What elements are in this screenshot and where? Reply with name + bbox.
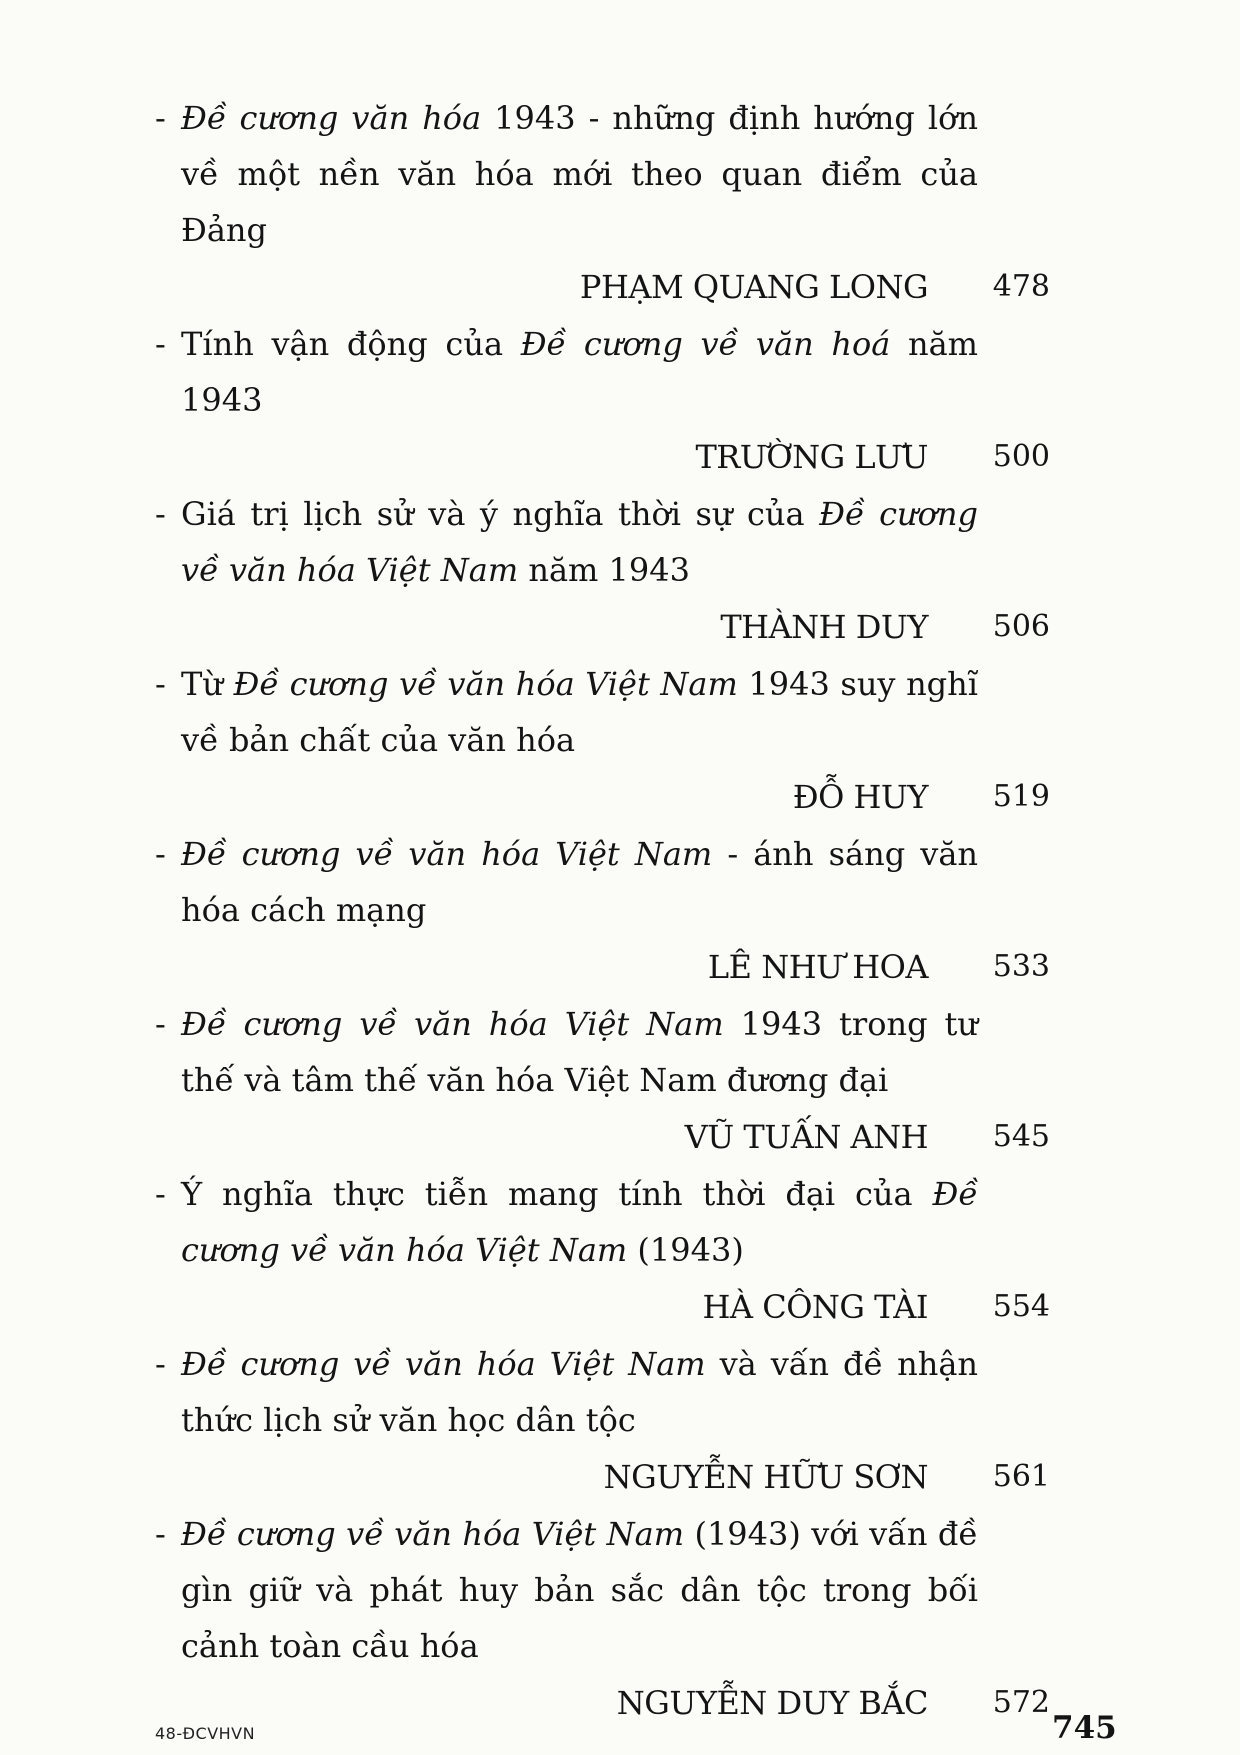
entry-author-line <box>155 1108 1100 1166</box>
toc-entry <box>155 316 1100 486</box>
bullet-dash: - <box>155 495 166 533</box>
entry-author-line <box>155 1448 1100 1506</box>
entry-page-number: 561 <box>992 1459 1050 1494</box>
table-of-contents <box>155 90 1100 1732</box>
entry-page-number: 572 <box>992 1685 1050 1720</box>
toc-entry <box>155 486 1100 656</box>
entry-author: NGUYỄN DUY BẮC <box>616 1684 928 1722</box>
toc-entry <box>155 656 1100 826</box>
entry-title: - Giá trị lịch sử và ý nghĩa thời sự của Đề cương về văn hóa Việt Nam năm 1943 <box>155 486 978 598</box>
entry-author-line <box>155 1674 1100 1732</box>
toc-entry <box>155 1166 1100 1336</box>
bullet-dash: - <box>155 325 166 363</box>
entry-title: - Ý nghĩa thực tiễn mang tính thời đại của Đề cương về văn hóa Việt Nam (1943) <box>155 1166 978 1278</box>
bullet-dash: - <box>155 99 166 137</box>
entry-title: - Đề cương về văn hóa Việt Nam (1943) với vấn đề gìn giữ và phát huy bản sắc dân tộc trong bối cảnh toàn cầu hóa <box>155 1506 978 1674</box>
entry-title: - Đề cương về văn hóa Việt Nam và vấn đề nhận thức lịch sử văn học dân tộc <box>155 1336 978 1448</box>
entry-title: - Tính vận động của Đề cương về văn hoá năm 1943 <box>155 316 978 428</box>
entry-page-number: 554 <box>992 1289 1050 1324</box>
entry-author-line <box>155 768 1100 826</box>
entry-page-number: 533 <box>992 949 1050 984</box>
entry-page-number: 519 <box>992 779 1050 814</box>
entry-author: NGUYỄN HỮU SƠN <box>603 1458 928 1496</box>
entry-title: - Từ Đề cương về văn hóa Việt Nam 1943 suy nghĩ về bản chất của văn hóa <box>155 656 978 768</box>
bullet-dash: - <box>155 1515 166 1553</box>
toc-entry <box>155 826 1100 996</box>
toc-entry <box>155 90 1100 316</box>
bullet-dash: - <box>155 1175 166 1213</box>
entry-author: TRƯỜNG LƯU <box>695 438 928 476</box>
toc-entry <box>155 996 1100 1166</box>
entry-page-number: 478 <box>992 269 1050 304</box>
entry-page-number: 500 <box>992 439 1050 474</box>
toc-entry <box>155 1506 1100 1732</box>
entry-page-number: 506 <box>992 609 1050 644</box>
entry-title: - Đề cương về văn hóa Việt Nam - ánh sáng văn hóa cách mạng <box>155 826 978 938</box>
entry-author-line <box>155 598 1100 656</box>
bullet-dash: - <box>155 1345 166 1383</box>
bullet-dash: - <box>155 835 166 873</box>
signature-mark: 48-ĐCVHVN <box>155 1724 256 1743</box>
bullet-dash: - <box>155 1005 166 1043</box>
entry-author: PHẠM QUANG LONG <box>579 268 928 306</box>
entry-author-line <box>155 428 1100 486</box>
bullet-dash: - <box>155 665 166 703</box>
entry-page-number: 545 <box>992 1119 1050 1154</box>
entry-title: - Đề cương về văn hóa Việt Nam 1943 trong tư thế và tâm thế văn hóa Việt Nam đương đại <box>155 996 978 1108</box>
entry-author: LÊ NHƯ HOA <box>707 948 928 986</box>
toc-entry <box>155 1336 1100 1506</box>
entry-author-line <box>155 258 1100 316</box>
entry-author-line <box>155 1278 1100 1336</box>
page-number: 745 <box>1052 1710 1117 1746</box>
entry-title: - Đề cương văn hóa 1943 - những định hướng lớn về một nền văn hóa mới theo quan điểm của Đảng <box>155 90 978 258</box>
entry-author: VŨ TUẤN ANH <box>684 1118 928 1156</box>
entry-author: THÀNH DUY <box>720 608 928 646</box>
entry-author: ĐỖ HUY <box>792 778 928 816</box>
entry-author: HÀ CÔNG TÀI <box>702 1288 928 1326</box>
entry-author-line <box>155 938 1100 996</box>
